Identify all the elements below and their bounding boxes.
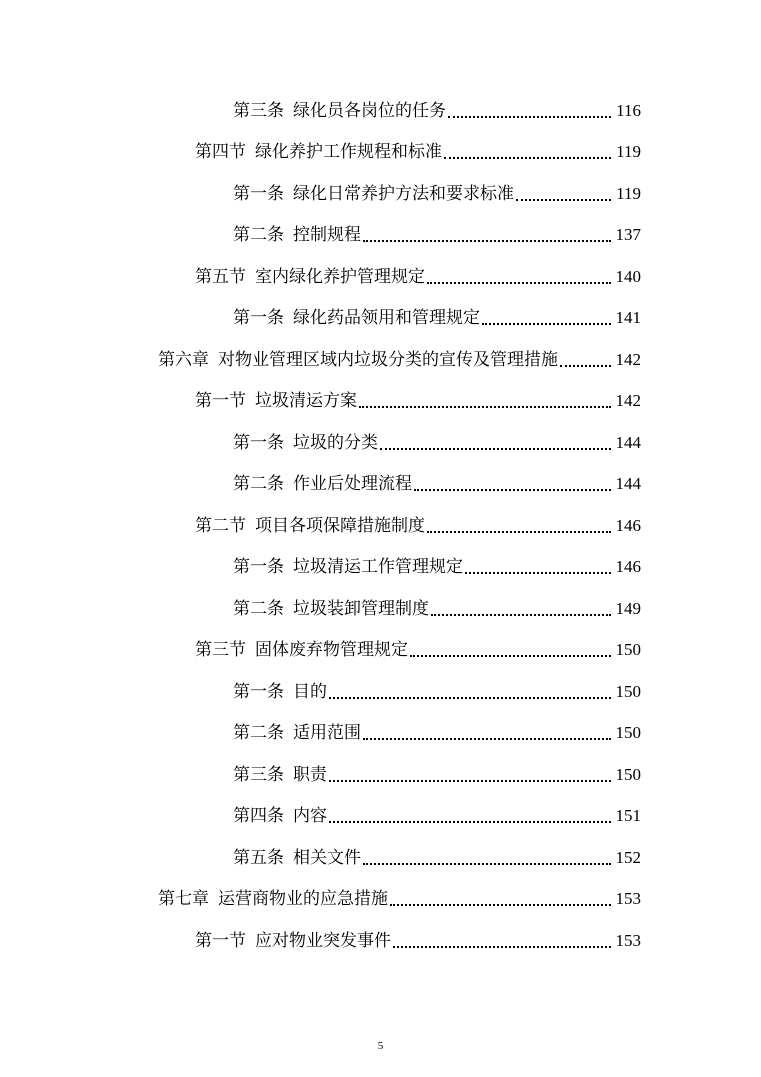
- dot-leader: [363, 225, 611, 245]
- toc-entry-number: 第一条: [233, 432, 284, 453]
- toc-entry-title: 职责: [293, 764, 327, 785]
- toc-entry-page: 144: [615, 474, 641, 494]
- toc-entry-title: 项目各项保障措施制度: [255, 515, 425, 536]
- toc-entry-number: 第三节: [195, 640, 246, 661]
- dot-leader: [359, 391, 611, 411]
- toc-entry[interactable]: [0, 588, 761, 630]
- toc-entry-number: 第一节: [195, 930, 246, 951]
- toc-entry-page: 142: [615, 349, 641, 369]
- toc-entry-number: 第六章: [158, 349, 209, 370]
- toc-entry[interactable]: [0, 339, 761, 381]
- toc-entry-title: 垃圾的分类: [293, 432, 378, 453]
- toc-entry-number: 第三条: [233, 100, 284, 121]
- toc-entry-page: 152: [615, 847, 641, 867]
- toc-entry[interactable]: [0, 256, 761, 298]
- toc-entry-page: 142: [615, 391, 641, 411]
- toc-entry-title: 作业后处理流程: [293, 474, 412, 495]
- toc-entry[interactable]: [0, 505, 761, 547]
- toc-entry-title: 对物业管理区域内垃圾分类的宣传及管理措施: [218, 349, 558, 370]
- dot-leader: [363, 723, 611, 743]
- toc-entry[interactable]: [0, 90, 761, 132]
- toc-entry-number: 第一条: [233, 308, 284, 329]
- dot-leader: [410, 640, 611, 660]
- toc-entry-page: 146: [615, 515, 641, 535]
- toc-entry-number: 第一条: [233, 681, 284, 702]
- toc-entry-number: 第二条: [233, 723, 284, 744]
- dot-leader: [448, 101, 611, 121]
- toc-entry[interactable]: [0, 381, 761, 423]
- toc-entry-title: 绿化日常养护方法和要求标准: [293, 183, 514, 204]
- dot-leader: [414, 474, 611, 494]
- toc-entry[interactable]: [0, 173, 761, 215]
- toc-entry-page: 151: [615, 806, 641, 826]
- toc-entry[interactable]: [0, 630, 761, 672]
- toc-entry-number: 第二条: [233, 474, 284, 495]
- toc-entry-number: 第二节: [195, 515, 246, 536]
- toc-entry-page: 119: [616, 142, 641, 162]
- toc-entry-number: 第一条: [233, 183, 284, 204]
- dot-leader: [431, 599, 611, 619]
- dot-leader: [516, 184, 611, 204]
- toc-entry-page: 144: [615, 432, 641, 452]
- toc-entry-number: 第一节: [195, 391, 246, 412]
- dot-leader: [363, 848, 611, 868]
- dot-leader: [444, 142, 611, 162]
- toc-entry-page: 150: [615, 640, 641, 660]
- toc-entry-page: 150: [615, 723, 641, 743]
- dot-leader: [427, 267, 611, 287]
- toc-entry-page: 140: [615, 266, 641, 286]
- toc-entry[interactable]: [0, 464, 761, 506]
- dot-leader: [329, 806, 611, 826]
- toc-entry[interactable]: [0, 754, 761, 796]
- dot-leader: [390, 889, 611, 909]
- dot-leader: [380, 433, 611, 453]
- toc-entry-page: 146: [615, 557, 641, 577]
- dot-leader: [393, 931, 611, 951]
- table-of-contents: [0, 90, 761, 962]
- toc-entry-number: 第四条: [233, 806, 284, 827]
- toc-entry-number: 第四节: [195, 142, 246, 163]
- toc-entry-number: 第一条: [233, 557, 284, 578]
- dot-leader: [482, 308, 611, 328]
- toc-entry[interactable]: [0, 837, 761, 879]
- dot-leader: [427, 516, 611, 536]
- toc-entry-title: 绿化员各岗位的任务: [293, 100, 446, 121]
- toc-entry-number: 第五条: [233, 847, 284, 868]
- toc-entry-title: 垃圾清运方案: [255, 391, 357, 412]
- toc-entry[interactable]: [0, 215, 761, 257]
- dot-leader: [560, 350, 611, 370]
- page-number: 5: [377, 1040, 384, 1052]
- toc-entry-title: 目的: [293, 681, 327, 702]
- toc-entry-number: 第七章: [158, 889, 209, 910]
- toc-entry-title: 垃圾清运工作管理规定: [293, 557, 463, 578]
- toc-entry[interactable]: [0, 671, 761, 713]
- toc-entry-title: 相关文件: [293, 847, 361, 868]
- toc-entry-number: 第二条: [233, 598, 284, 619]
- toc-entry[interactable]: [0, 713, 761, 755]
- toc-entry-page: 116: [616, 100, 641, 120]
- dot-leader: [465, 557, 611, 577]
- toc-entry[interactable]: [0, 298, 761, 340]
- toc-entry-title: 内容: [293, 806, 327, 827]
- toc-entry-title: 固体废弃物管理规定: [255, 640, 408, 661]
- toc-entry-page: 149: [615, 598, 641, 618]
- dot-leader: [329, 682, 611, 702]
- toc-entry-page: 153: [615, 930, 641, 950]
- toc-entry-title: 适用范围: [293, 723, 361, 744]
- toc-entry-page: 141: [615, 308, 641, 328]
- toc-entry[interactable]: [0, 879, 761, 921]
- toc-entry-number: 第三条: [233, 764, 284, 785]
- toc-entry-page: 150: [615, 681, 641, 701]
- toc-entry[interactable]: [0, 547, 761, 589]
- toc-entry[interactable]: [0, 920, 761, 962]
- toc-entry-page: 119: [616, 183, 641, 203]
- toc-entry-title: 垃圾装卸管理制度: [293, 598, 429, 619]
- toc-entry-page: 150: [615, 764, 641, 784]
- toc-entry-number: 第五节: [195, 266, 246, 287]
- toc-entry-title: 应对物业突发事件: [255, 930, 391, 951]
- toc-entry-number: 第二条: [233, 225, 284, 246]
- toc-entry-title: 绿化养护工作规程和标准: [255, 142, 442, 163]
- toc-entry-page: 137: [615, 225, 641, 245]
- toc-entry-title: 运营商物业的应急措施: [218, 889, 388, 910]
- toc-entry[interactable]: [0, 796, 761, 838]
- toc-entry-title: 控制规程: [293, 225, 361, 246]
- toc-entry-title: 绿化药品领用和管理规定: [293, 308, 480, 329]
- toc-entry[interactable]: [0, 422, 761, 464]
- toc-entry-title: 室内绿化养护管理规定: [255, 266, 425, 287]
- dot-leader: [329, 765, 611, 785]
- toc-entry-page: 153: [615, 889, 641, 909]
- toc-entry[interactable]: [0, 132, 761, 174]
